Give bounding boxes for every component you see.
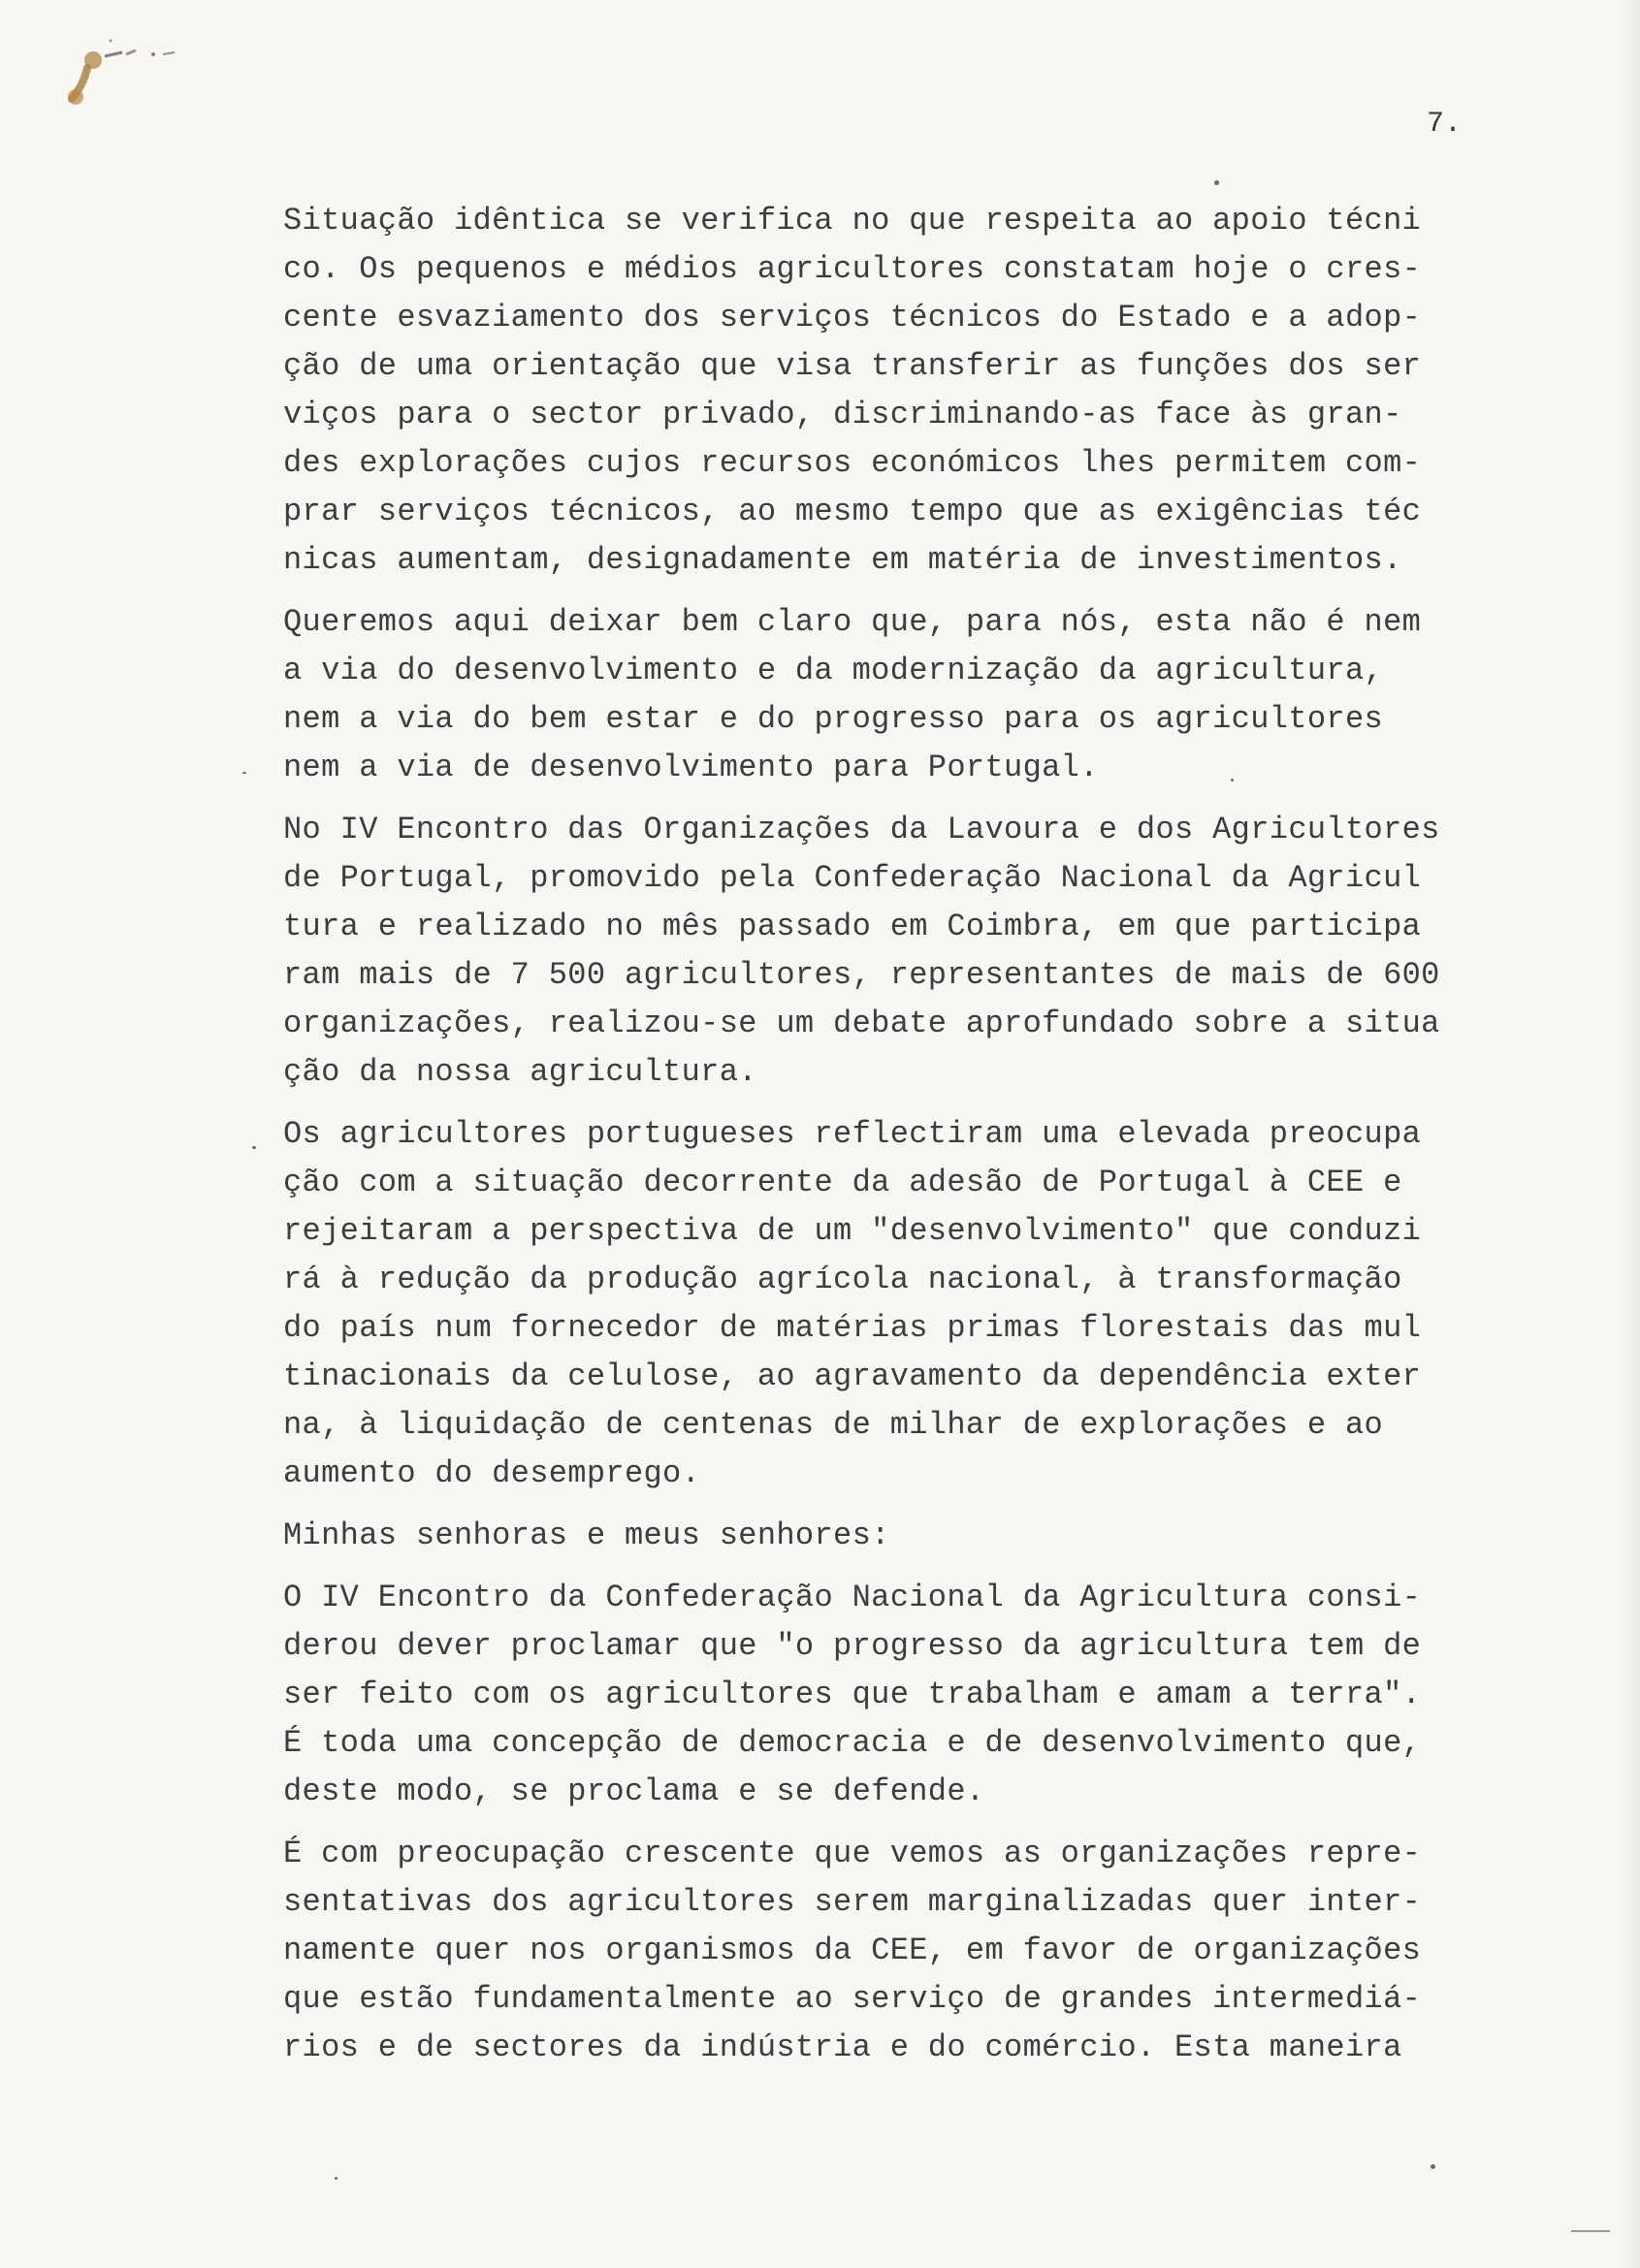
text-line: ram mais de 7 500 agricultores, representantes de mais de 600 xyxy=(283,957,1440,993)
paper-speck xyxy=(335,2177,338,2180)
text-line: nem a via do bem estar e do progresso para os agricultores xyxy=(283,701,1384,737)
text-line: que estão fundamentalmente ao serviço de grandes intermediá- xyxy=(283,1981,1422,2017)
text-line: Queremos aqui deixar bem claro que, para nós, esta não é nem xyxy=(283,604,1422,640)
text-line: tura e realizado no mês passado em Coimbra, em que participa xyxy=(283,909,1422,944)
text-line: a via do desenvolvimento e da modernização da agricultura, xyxy=(283,653,1384,688)
paragraph xyxy=(283,197,1525,585)
text-line: É com preocupação crescente que vemos as organizações repre- xyxy=(283,1836,1422,1871)
text-line: sentativas dos agricultores serem marginalizadas quer inter- xyxy=(283,1884,1422,1920)
text-line: rejeitaram a perspectiva de um "desenvolvimento" que conduzi xyxy=(283,1213,1422,1249)
text-line: Situação idêntica se verifica no que respeita ao apoio técni xyxy=(283,203,1422,239)
text-line: Os agricultores portugueses reflectiram uma elevada preocupa xyxy=(283,1116,1422,1152)
text-line: cente esvaziamento dos serviços técnicos do Estado e a adop- xyxy=(283,300,1422,335)
page-edge-shadow xyxy=(1621,0,1640,2268)
page-corner-mark xyxy=(1571,2230,1610,2232)
paper-speck xyxy=(1431,2164,1435,2169)
text-line: nicas aumentam, designadamente em matéria de investimentos. xyxy=(283,542,1402,578)
paper-speck xyxy=(1214,180,1219,185)
paper-speck xyxy=(1231,779,1234,782)
paper-speck xyxy=(252,1146,256,1149)
text-line: É toda uma concepção de democracia e de desenvolvimento que, xyxy=(283,1725,1422,1761)
ink-smudge-mark xyxy=(66,39,211,116)
paragraph xyxy=(283,806,1525,1097)
text-line: deste modo, se proclama e se defende. xyxy=(283,1773,985,1809)
text-line: do país num fornecedor de matérias primas florestais das mul xyxy=(283,1310,1422,1346)
text-line: co. Os pequenos e médios agricultores constatam hoje o cres- xyxy=(283,251,1422,287)
text-line: nem a via de desenvolvimento para Portugal. xyxy=(283,750,1099,785)
text-line: tinacionais da celulose, ao agravamento da dependência exter xyxy=(283,1358,1422,1394)
text-line: O IV Encontro da Confederação Nacional da Agricultura consi- xyxy=(283,1580,1422,1615)
text-line: rá à redução da produção agrícola nacional, à transformação xyxy=(283,1262,1402,1297)
text-line: organizações, realizou-se um debate aprofundado sobre a situa xyxy=(283,1006,1440,1041)
paragraph xyxy=(283,1830,1525,2072)
paragraph xyxy=(283,1574,1525,1816)
text-line: aumento do desemprego. xyxy=(283,1455,701,1491)
text-line: ção de uma orientação que visa transferir as funções dos ser xyxy=(283,348,1422,384)
paragraph xyxy=(283,598,1525,792)
text-line: de Portugal, promovido pela Confederação Nacional da Agricul xyxy=(283,860,1422,896)
text-line: ser feito com os agricultores que trabalham e amam a terra". xyxy=(283,1677,1422,1712)
text-line: ção com a situação decorrente da adesão de Portugal à CEE e xyxy=(283,1165,1402,1200)
text-line: derou dever proclamar que "o progresso da agricultura tem de xyxy=(283,1628,1422,1664)
text-line: ção da nossa agricultura. xyxy=(283,1054,757,1090)
text-line: na, à liquidação de centenas de milhar de explorações e ao xyxy=(283,1407,1384,1443)
text-line: No IV Encontro das Organizações da Lavoura e dos Agricultores xyxy=(283,812,1440,847)
text-line: Minhas senhoras e meus senhores: xyxy=(283,1517,890,1553)
text-line: namente quer nos organismos da CEE, em favor de organizações xyxy=(283,1933,1422,1968)
paragraph xyxy=(283,1512,1525,1560)
document-body xyxy=(283,197,1525,2086)
paragraph xyxy=(283,1110,1525,1498)
text-line: des explorações cujos recursos económicos lhes permitem com- xyxy=(283,445,1422,481)
text-line: viços para o sector privado, discriminando-as face às gran- xyxy=(283,397,1402,432)
text-line: rios e de sectores da indústria e do comércio. Esta maneira xyxy=(283,2029,1402,2065)
text-line: prar serviços técnicos, ao mesmo tempo que as exigências téc xyxy=(283,494,1422,529)
paper-speck xyxy=(242,772,246,774)
page-number: 7. xyxy=(1427,108,1463,141)
